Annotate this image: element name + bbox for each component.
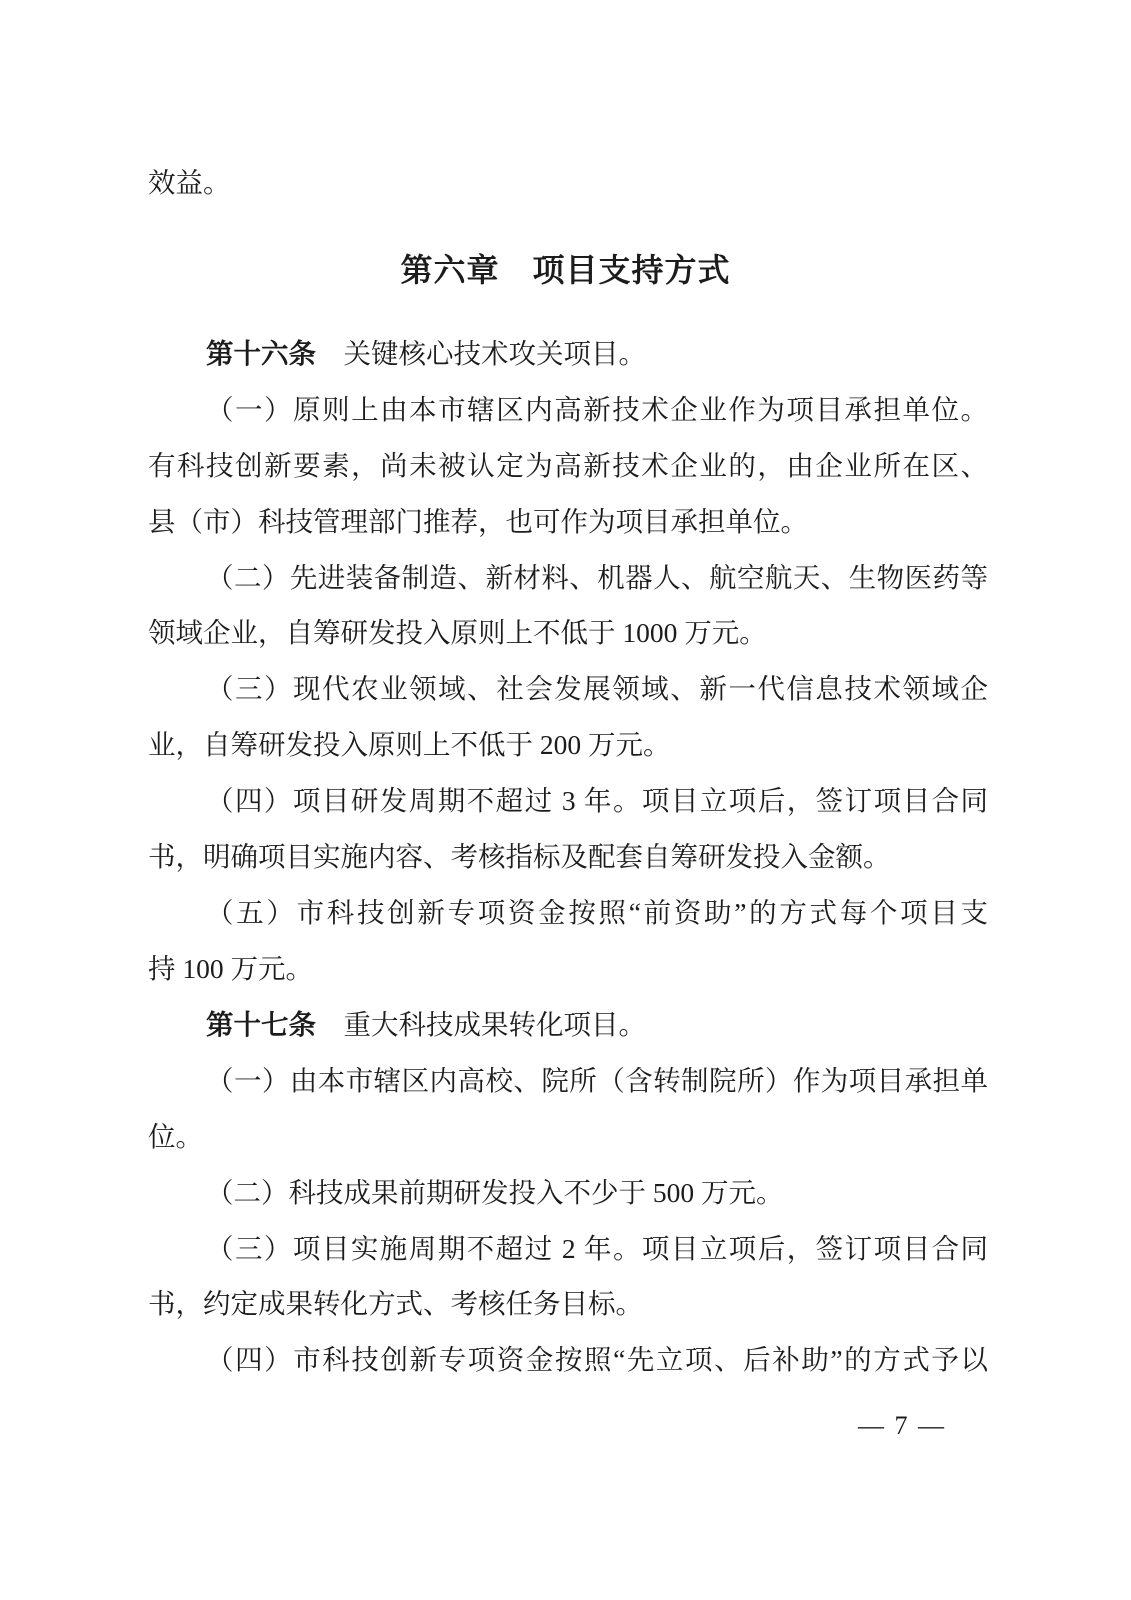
article-17-number: 第十七条 — [206, 1009, 316, 1040]
chapter-heading: 第六章 项目支持方式 — [400, 252, 731, 288]
article-16-line: （一）原则上由本市辖区内高新技术企业作为项目承担单位。 — [206, 394, 988, 425]
article-16-number: 第十六条 — [206, 338, 316, 369]
article-16-line: 领域企业，自筹研发投入原则上不低于 1000 万元。 — [148, 617, 767, 648]
article-16-line: 书，明确项目实施内容、考核指标及配套自筹研发投入金额。 — [148, 841, 891, 872]
article-17-line: （一）由本市辖区内高校、院所（含转制院所）作为项目承担单 — [206, 1065, 988, 1096]
article-17-title: 重大科技成果转化项目。 — [316, 1009, 646, 1040]
article-17-line: 位。 — [148, 1121, 203, 1152]
paragraph-continuation-line: 效益。 — [148, 167, 231, 198]
article-17-line: 书，约定成果转化方式、考核任务目标。 — [148, 1288, 643, 1319]
article-17-line: （三）项目实施周期不超过 2 年。项目立项后，签订项目合同 — [206, 1233, 988, 1264]
article-16-line: 县（市）科技管理部门推荐，也可作为项目承担单位。 — [148, 506, 808, 537]
article-16-line: （二）先进装备制造、新材料、机器人、航空航天、生物医药等 — [206, 562, 988, 593]
article-17-line: （四）市科技创新专项资金按照“先立项、后补助”的方式予以 — [206, 1344, 988, 1375]
article-16-line: （五）市科技创新专项资金按照“前资助”的方式每个项目支 — [206, 897, 988, 928]
article-17-heading — [148, 1008, 988, 1041]
page-number: — 7 — — [858, 1411, 946, 1440]
article-16-line: （四）项目研发周期不超过 3 年。项目立项后，签订项目合同 — [206, 785, 988, 816]
article-16-title: 关键核心技术攻关项目。 — [316, 338, 646, 369]
article-16-heading — [148, 337, 988, 370]
article-16-line: 业，自筹研发投入原则上不低于 200 万元。 — [148, 729, 671, 760]
article-17-line: （二）科技成果前期研发投入不少于 500 万元。 — [206, 1177, 784, 1208]
article-16-line: 有科技创新要素，尚未被认定为高新技术企业的，由企业所在区、 — [148, 450, 988, 481]
article-16-line: （三）现代农业领域、社会发展领域、新一代信息技术领域企 — [206, 673, 988, 704]
article-16-line: 持 100 万元。 — [148, 953, 313, 984]
